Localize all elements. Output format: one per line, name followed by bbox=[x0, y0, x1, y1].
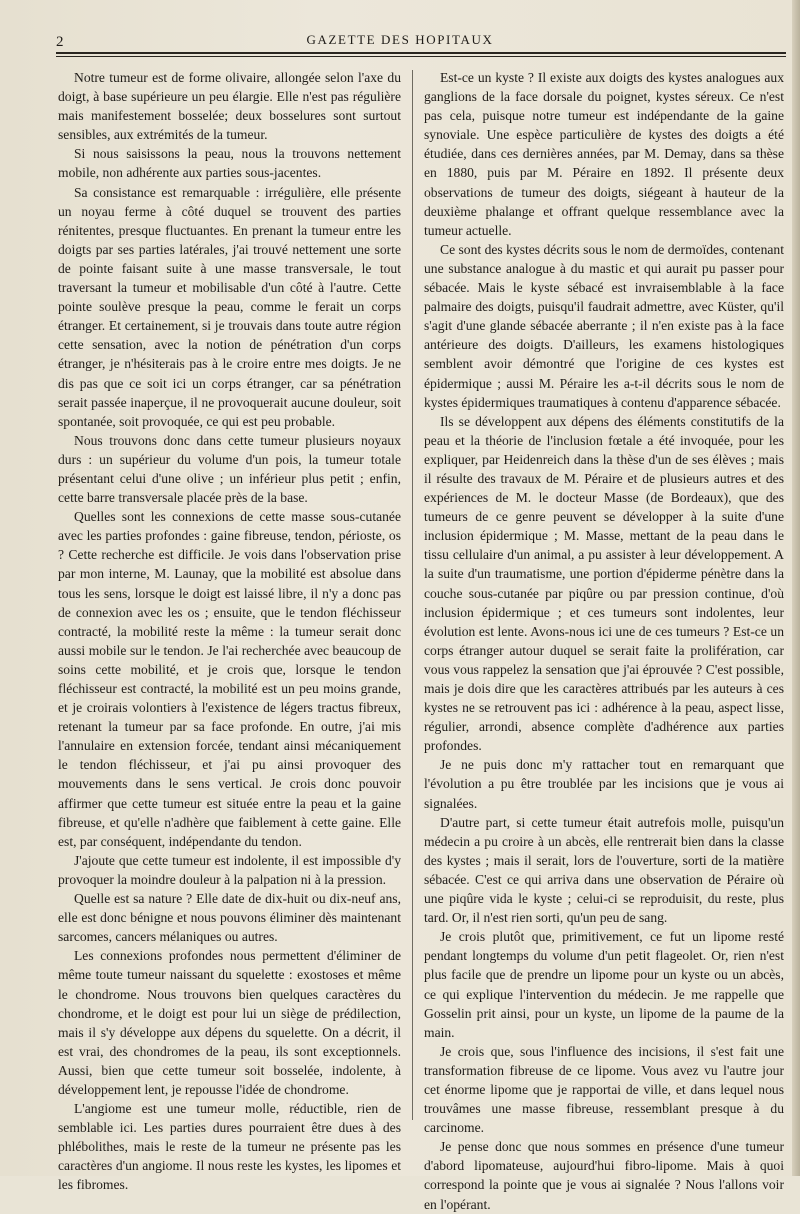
paragraph: Notre tumeur est de forme olivaire, allongée selon l'axe du doigt, à base supérieure un peu élargie. Elle n'est pas régulière mais manifestement bosselée; deux bosselures sont surtout sensibles, aux extrémités de la tumeur. bbox=[58, 70, 401, 143]
paragraph: Ils se développent aux dépens des éléments constitutifs de la peau et la théorie de l'inclusion fœtale a été invoquée, pour les expliquer, par Heidenreich dans la thèse d'un de ses élèves ; mais il résulte des travaux de M. Péraire et de plusieurs autres et des expériences de M. le docteur Masse (de Bordeaux), que des tumeurs de ce genre peuvent se développer à la suite d'une inclusion épidermique ; M. Masse, mettant de la peau dans le tissu cellulaire d'un animal, a pu assister à leur développement. A la suite d'un traumatisme, une portion d'épiderme pénètre dans la couche sous-cutanée par piqûre ou par pression continue, d'où inclusion épidermique ; et ces tumeurs sont indolentes, leur évolution est lente. Avons-nous ici une de ces tumeurs ? Est-ce un corps étranger autour duquel se serait faite la prolifération, car vous vous rappelez la sensation que j'ai éprouvée ? C'est possible, mais je dois dire que les caractères attribués par les auteurs à ces kystes ne se retrouvent pas ici : adhérence à la peau, aspect lisse, régulier, arrondi, absence complète d'adhérence aux parties profondes. bbox=[424, 413, 784, 754]
paragraph: Si nous saisissons la peau, nous la trouvons nettement mobile, non adhérente aux parties sous-jacentes. bbox=[58, 146, 401, 181]
paragraph: Quelles sont les connexions de cette masse sous-cutanée avec les parties profondes : gaine fibreuse, tendon, périoste, os ? Cette recherche est difficile. Je vois dans l'observation prise par mon interne, M. Launay, que la mobilité est absolue dans tous les sens, lorsque le doigt est laissé libre, il n'y a donc pas de connexion avec les os ; ensuite, que le tendon fléchisseur contracté, la mobilité reste la même : la tumeur serait donc aussi mobile sur le tendon. Je l'ai recherchée avec beaucoup de soins cette mobilité, et je crois que, lorsque le tendon fléchisseur est contracté, la mobilité est un peu moins grande, et je croirais volontiers à l'existence de légers tractus fibreux, retenant la tumeur par sa face profonde. En outre, j'ai mis l'annulaire en extension forcée, tendant ainsi mécaniquement le tendon fléchisseur, et j'ai pu ainsi provoquer des mouvements dans le sens vertical. Je crois donc pouvoir affirmer que cette tumeur est située entre la peau et la gaine fibreuse, et qu'elle n'adhère que faiblement à cette gaine. Elle est, par conséquent, indépendante du tendon. bbox=[58, 509, 401, 849]
paragraph: Est-ce un kyste ? Il existe aux doigts des kystes analogues aux ganglions de la face dorsale du poignet, kystes séreux. Ce n'est pas cela, puisque notre tumeur est indépendante de la gaine synoviale. Une espèce particulière de kystes des doigts a été étudiée, dans ces dernières années, par M. Demay, dans sa thèse en 1880, puis par M. Péraire en 1892. Il présente deux observations de tumeur des doigts, siégeant à hauteur de la deuxième phalange et offrant quelque ressemblance avec la tumeur actuelle. bbox=[424, 70, 784, 238]
paragraph: Quelle est sa nature ? Elle date de dix-huit ou dix-neuf ans, elle est donc bénigne et nous pouvons éliminer dès maintenant sarcomes, cancers mélaniques ou autres. bbox=[58, 891, 401, 945]
left-column bbox=[58, 68, 401, 1195]
paragraph: Je pense donc que nous sommes en présence d'une tumeur d'abord lipomateuse, aujourd'hui fibro-lipome. Mais à quoi correspond la pointe que je vous ai signalée ? Nous l'allons voir en l'opérant. bbox=[424, 1139, 784, 1212]
right-column bbox=[424, 68, 784, 1214]
paragraph: Je crois que, sous l'influence des incisions, il s'est fait une transformation fibreuse de ce lipome. Vous avez vu l'autre jour cet énorme lipome que je rapportai de ville, et dans lequel nous trouvâmes une masse fibreuse, ressemblant presque à du carcinome. bbox=[424, 1043, 784, 1136]
page-edge-shadow bbox=[792, 0, 800, 1176]
paragraph: Nous trouvons donc dans cette tumeur plusieurs noyaux durs : un supérieur du volume d'un pois, la tumeur totale présentant celui d'une olive ; un inférieur plus petit ; enfin, cette barre transversale placée près de la base. bbox=[58, 432, 401, 506]
paragraph: Sa consistance est remarquable : irrégulière, elle présente un noyau ferme à côté duquel se trouvent des parties rénitentes, presque fluctuantes. En prenant la tumeur entre les doigts par ses parties latérales, j'ai trouvé nettement une sorte de pointe faisant suite à une masse transversale, le tout traversant la tumeur et mobilisable d'un côté à l'autre. Cette pointe soulève presque la peau, comme le ferait un corps étranger. Et certainement, si je trouvais dans toute autre région cette sensation, avec la notion de pénétration d'un corps étranger, je n'hésiterais pas à le croire entre mes doigts. Je ne dis pas que ce soit ici un corps étranger, car sa pénétration serait passée inaperçue, il ne provoquerait aucune douleur, soit spontanée, soit provoquée, ce qui est peu probable. bbox=[58, 184, 401, 429]
running-title: GAZETTE DES HOPITAUX bbox=[306, 32, 494, 47]
paragraph: L'angiome est une tumeur molle, réductible, rien de semblable ici. Les parties dures pourraient être dues à des phlébolithes, mais le reste de la tumeur ne présente pas les caractères d'un angiome. Il nous reste les kystes, les lipomes et les fibromes. bbox=[58, 1101, 401, 1193]
paragraph: Les connexions profondes nous permettent d'éliminer de même toute tumeur naissant du squelette : exostoses et même le chondrome. Nous trouvons bien quelques caractères du chondrome, et le doigt est pour lui un siège de prédilection, mais il s'y développe aux dépens du squelette. On a décrit, il est vrai, des chondromes de la peau, ils sont exceptionnels. Aussi, bien que cette tumeur soit bosselée, indolente, à développement lent, je repousse l'idée de chondrome. bbox=[58, 948, 401, 1097]
header-rule bbox=[56, 52, 786, 57]
paragraph: Ce sont des kystes décrits sous le nom de dermoïdes, contenant une substance analogue à du mastic et qui aurait pu passer pour sébacée. Mais le kyste sébacé est invraisemblable à la face palmaire des doigts, puisqu'il faudrait admettre, avec Küster, qu'il s'agit d'une glande sébacée aberrante ; il n'en existe pas à la face antérieure des doigts. D'ailleurs, les examens histologiques semblent avoir démontré que l'origine de ces kystes est épidermique ; aussi M. Péraire les a-t-il décrits sous le nom de kystes épidermiques traumatiques à contenu d'apparence sébacée. bbox=[424, 241, 784, 410]
paragraph: Je crois plutôt que, primitivement, ce fut un lipome resté pendant longtemps du volume d'un petit flageolet. Or, rien n'est plus facile que de prendre un lipome pour un kyste ou un abcès, ce qui explique l'intervention du médecin. Je me rappelle que Gosselin prit ainsi, pour un kyste, un lipome de la paume de la main. bbox=[424, 929, 784, 1040]
page-number: 2 bbox=[56, 34, 64, 50]
paragraph: Je ne puis donc m'y rattacher tout en remarquant que l'évolution a pu être troublée par les incisions que je vous ai signalées. bbox=[424, 757, 784, 811]
column-divider bbox=[412, 70, 413, 1120]
paragraph: J'ajoute que cette tumeur est indolente, il est impossible d'y provoquer la moindre douleur à la palpation ni à la pression. bbox=[58, 852, 401, 887]
paragraph: D'autre part, si cette tumeur était autrefois molle, puisqu'un médecin a pu croire à un abcès, elle rentrerait bien dans la classe des kystes ; mais il serait, lors de l'ouverture, sorti de la matière sébacée. C'est ce qui arriva dans une observation de Péraire où une piqûre vida le kyste ; celui-ci se reproduisit, du reste, plus tard. Or, il n'est rien sorti, qu'un peu de sang. bbox=[424, 814, 784, 926]
